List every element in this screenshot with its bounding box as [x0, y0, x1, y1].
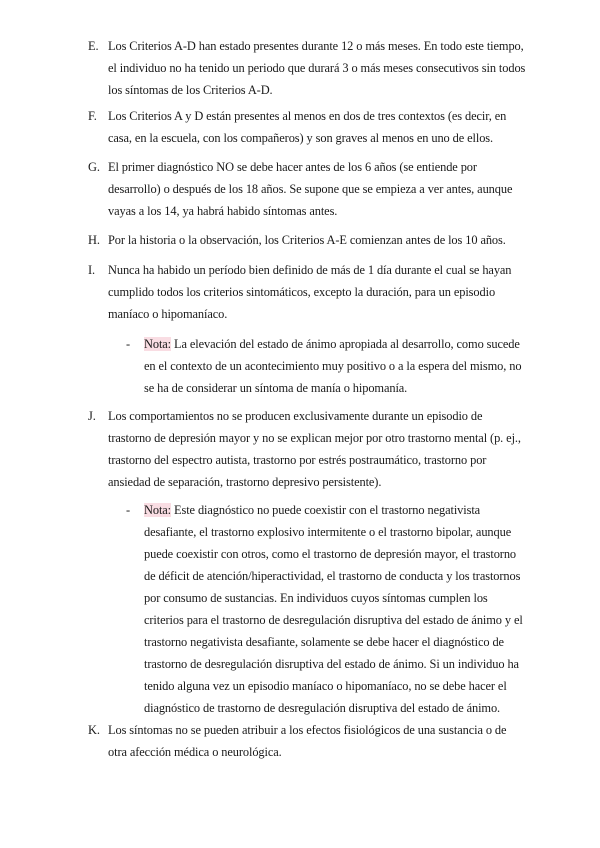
criterion-text: Los síntomas no se pueden atribuir a los efectos fisiológicos de una sustancia o de otra afección médica o neurológica. — [108, 723, 507, 759]
criterion-text: Los comportamientos no se producen exclusivamente durante un episodio de trastorno de depresión mayor y no se explican mejor por otro trastorno mental (p. ej., trastorno del espectro autista, trastorno por estrés postraumático, trastorno por ansiedad de separación, trastorno depresivo persistente). — [108, 409, 521, 489]
note-body — [144, 333, 526, 399]
criterion-e — [88, 35, 528, 101]
criterion-i — [88, 259, 528, 325]
note-body — [144, 499, 526, 719]
note-j — [126, 499, 526, 719]
note-dash: - — [126, 337, 131, 351]
criterion-j — [88, 405, 528, 493]
criterion-letter: J. — [88, 409, 96, 423]
criterion-h — [88, 229, 528, 251]
note-text: Este diagnóstico no puede coexistir con el trastorno negativista desafiante, el trastorno explosivo intermitente o el trastorno bipolar, aunque puede coexistir con otros, como el trastorno de depresión mayor, el trastorno de déficit de atención/hiperactividad, el trastorno de conducta y los trastornos por consumo de sustancias. En individuos cuyos síntomas cumplen los criterios para el trastorno de desregulación disruptiva del estado de ánimo y el trastorno negativista desafiante, solamente se debe hacer el diagnóstico de trastorno de desregulación disruptiva del estado de ánimo. Si un individuo ha tenido alguna vez un episodio maníaco o hipomaníaco, no se debe hacer el diagnóstico de trastorno de desregulación disruptiva del estado de ánimo. — [144, 503, 523, 715]
criterion-text: Nunca ha habido un período bien definido de más de 1 día durante el cual se hayan cumplido todos los criterios sintomáticos, excepto la duración, para un episodio maníaco o hipomaníaco. — [108, 263, 512, 321]
criterion-letter: F. — [88, 109, 97, 123]
note-i — [126, 333, 526, 399]
criterion-g — [88, 156, 528, 222]
criterion-text: Los Criterios A y D están presentes al menos en dos de tres contextos (es decir, en casa, en la escuela, con los compañeros) y son graves al menos en uno de ellos. — [108, 109, 507, 145]
note-dash: - — [126, 503, 131, 517]
criterion-text: Los Criterios A-D han estado presentes durante 12 o más meses. En todo este tiempo, el individuo no ha tenido un periodo que durará 3 o más meses consecutivos sin todos los síntomas de los Criterios A-D. — [108, 39, 526, 97]
criterion-f — [88, 105, 528, 149]
criterion-letter: H. — [88, 233, 100, 247]
criterion-text: El primer diagnóstico NO se debe hacer antes de los 6 años (se entiende por desarrollo) o después de los 18 años. Se supone que se empieza a ver antes, aunque vayas a los 14, ya habrá habido síntomas antes. — [108, 160, 513, 218]
note-label: Nota: — [144, 337, 172, 351]
criterion-letter: G. — [88, 160, 100, 174]
criterion-letter: I. — [88, 263, 96, 277]
criterion-letter: K. — [88, 723, 100, 737]
criterion-text: Por la historia o la observación, los Criterios A-E comienzan antes de los 10 años. — [108, 233, 506, 247]
criterion-k — [88, 719, 528, 763]
note-text: La elevación del estado de ánimo apropiada al desarrollo, como sucede en el contexto de un acontecimiento muy positivo o a la espera del mismo, no se ha de considerar un síntoma de manía o hipomanía. — [144, 337, 522, 395]
criterion-letter: E. — [88, 39, 99, 53]
note-label: Nota: — [144, 503, 172, 517]
